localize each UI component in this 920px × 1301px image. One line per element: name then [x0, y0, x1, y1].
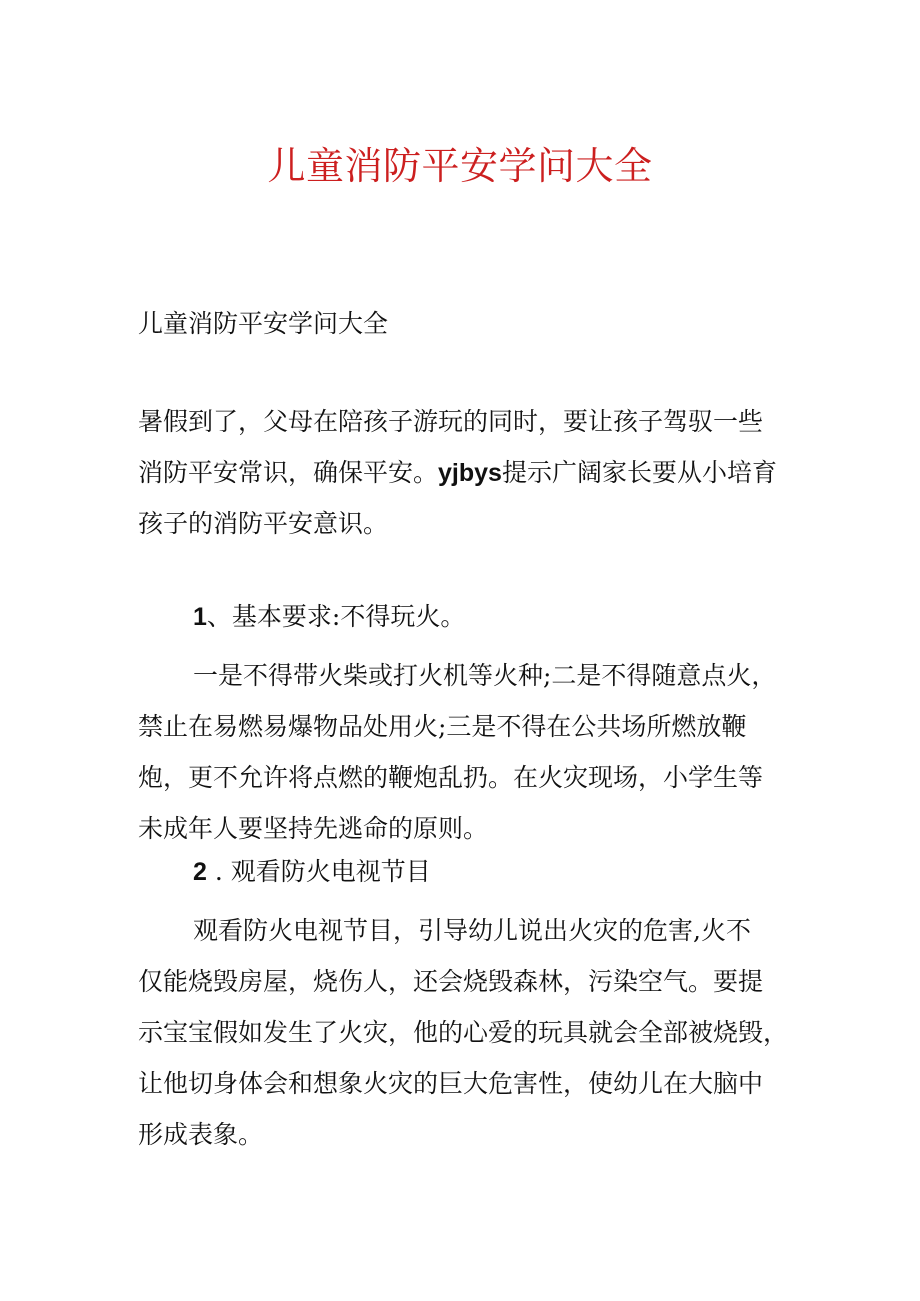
brand-text: yjbys: [438, 459, 502, 487]
paragraph-line: 观看防火电视节目，引导幼儿说出火灾的危害,火不: [193, 916, 751, 945]
paragraph-line: 炮，更不允许将点燃的鞭炮乱扔。在火灾现场，小学生等: [138, 763, 764, 792]
document-title: 儿童消防平安学问大全: [267, 144, 653, 188]
section-number: 2: [193, 858, 207, 886]
intro-line: 孩子的消防平安意识。: [138, 509, 389, 538]
section-2-heading: [193, 852, 431, 892]
section-heading-text: 、基本要求:不得玩火。: [206, 602, 466, 631]
section-heading-text: . 观看防火电视节目: [206, 857, 431, 886]
document-subtitle: 儿童消防平安学问大全: [138, 309, 389, 338]
paragraph-line: 示宝宝假如发生了火灾，他的心爱的玩具就会全部被烧毁，: [138, 1018, 789, 1047]
section-1-paragraph: [138, 650, 818, 854]
section-2-paragraph: [138, 905, 818, 1160]
intro-text: 提示广阔家长要从小培育: [501, 458, 777, 487]
intro-line: [138, 447, 818, 498]
paragraph-line: 仅能烧毁房屋，烧伤人，还会烧毁森林，污染空气。要提: [138, 967, 764, 996]
paragraph-line: 禁止在易燃易爆物品处用火;三是不得在公共场所燃放鞭: [138, 712, 747, 741]
intro-line: 暑假到了，父母在陪孩子游玩的同时，要让孩子驾驭一些: [138, 407, 764, 436]
paragraph-line: 形成表象。: [138, 1120, 264, 1149]
paragraph-line: 一是不得带火柴或打火机等火种;二是不得随意点火，: [193, 661, 777, 690]
intro-text: 消防平安常识，确保平安。: [138, 458, 439, 487]
section-number: 1: [193, 603, 207, 631]
paragraph-line: 未成年人要坚持先逃命的原则。: [138, 814, 489, 843]
intro-paragraph: [138, 396, 818, 549]
section-1-heading: [193, 597, 465, 637]
paragraph-line: 让他切身体会和想象火灾的巨大危害性，使幼儿在大脑中: [138, 1069, 764, 1098]
